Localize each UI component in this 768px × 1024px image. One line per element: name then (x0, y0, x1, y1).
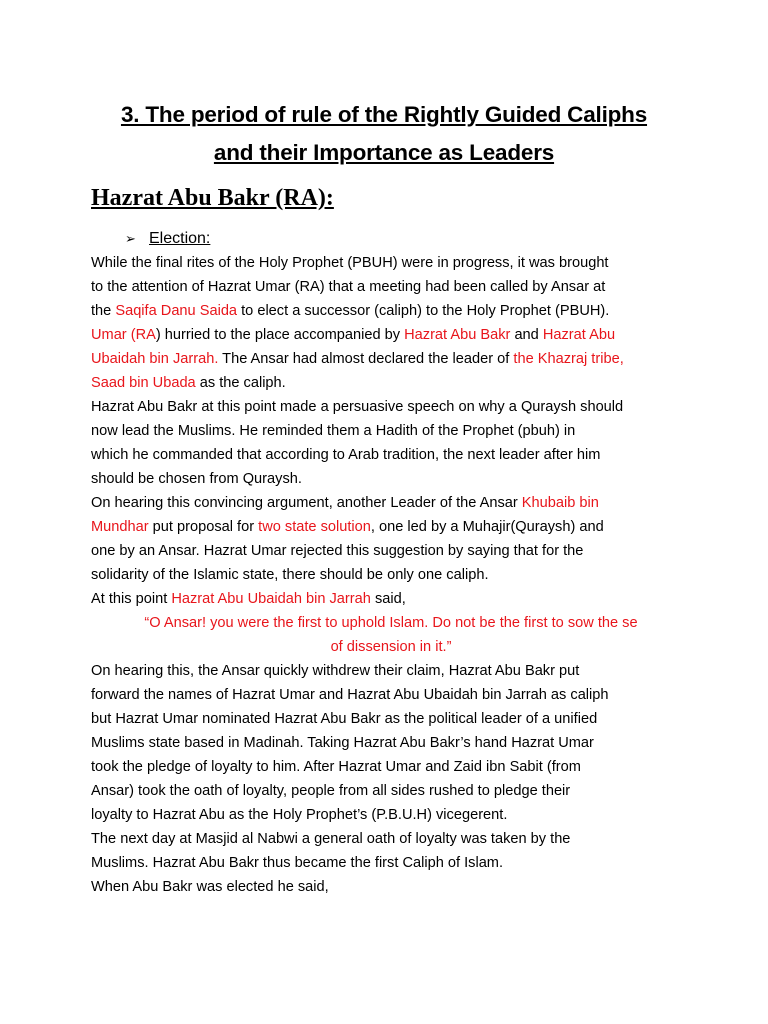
text-line (91, 467, 691, 491)
text-line (91, 827, 691, 851)
highlighted-text: two state solution (258, 519, 371, 535)
text-segment: The next day at Masjid al Nabwi a general oath of loyalty was taken by the (91, 831, 571, 847)
text-line (91, 323, 691, 347)
text-segment: but Hazrat Umar nominated Hazrat Abu Bakr as the political leader of a unified (91, 711, 598, 727)
text-line (91, 347, 691, 371)
text-line (91, 539, 691, 563)
text-line (91, 443, 691, 467)
bullet-label: Election: (149, 230, 211, 247)
section-heading: Hazrat Abu Bakr (RA): (91, 185, 334, 211)
text-line (91, 779, 691, 803)
text-line (91, 251, 691, 275)
text-segment: took the pledge of loyalty to him. After Hazrat Umar and Zaid ibn Sabit (from (91, 759, 581, 775)
text-line (91, 371, 691, 395)
text-line (91, 563, 691, 587)
text-segment: as the caliph. (195, 375, 286, 391)
highlighted-text: Ubaidah bin Jarrah. (91, 351, 219, 367)
text-line (91, 851, 691, 875)
text-segment: now lead the Muslims. He reminded them a Hadith of the Prophet (pbuh) in (91, 423, 576, 439)
text-segment: one by an Ansar. Hazrat Umar rejected this suggestion by saying that for the (91, 543, 584, 559)
text-line (91, 299, 691, 323)
text-segment: On hearing this, the Ansar quickly withdrew their claim, Hazrat Abu Bakr put (91, 663, 580, 679)
text-segment: the (91, 303, 116, 319)
text-segment: said, (370, 591, 406, 607)
highlighted-text: Saqifa Danu Saida (115, 303, 238, 319)
title-line-2: and their Importance as Leaders (213, 140, 555, 165)
page-title (0, 96, 768, 172)
text-line (91, 491, 691, 515)
text-segment: Hazrat Abu Bakr at this point made a persuasive speech on why a Quraysh should (91, 399, 624, 415)
highlighted-text: “O Ansar! you were the first to uphold Islam. Do not be the first to sow the se (144, 615, 638, 631)
text-line (91, 587, 691, 611)
title-line-1: 3. The period of rule of the Rightly Guided Caliphs (120, 102, 648, 127)
text-segment: forward the names of Hazrat Umar and Hazrat Abu Ubaidah bin Jarrah as caliph (91, 687, 609, 703)
highlighted-text: Hazrat Abu Bakr (404, 327, 511, 343)
text-line (91, 659, 691, 683)
highlighted-text: of dissension in it.” (330, 639, 452, 655)
text-line (91, 755, 691, 779)
text-line (91, 731, 691, 755)
text-line (91, 875, 691, 899)
text-line (91, 803, 691, 827)
text-line (91, 683, 691, 707)
text-segment: When Abu Bakr was elected he said, (91, 879, 329, 895)
text-line (91, 611, 691, 635)
highlighted-text: Hazrat Abu (542, 327, 616, 343)
text-line (91, 707, 691, 731)
body-text (91, 251, 691, 899)
text-segment: to the attention of Hazrat Umar (RA) that a meeting had been called by Ansar at (91, 279, 606, 295)
text-segment: should be chosen from Quraysh. (91, 471, 302, 487)
text-line (91, 419, 691, 443)
text-segment: The Ansar had almost declared the leader of (218, 351, 514, 367)
arrow-bullet-icon: ➢ (125, 231, 136, 246)
text-line (91, 275, 691, 299)
text-segment: loyalty to Hazrat Abu as the Holy Prophet’s (P.B.U.H) vicegerent. (91, 807, 508, 823)
text-segment: to elect a successor (caliph) to the Holy Prophet (PBUH). (237, 303, 610, 319)
highlighted-text: the Khazraj tribe, (513, 351, 624, 367)
text-segment: On hearing this convincing argument, another Leader of the Ansar (91, 495, 522, 511)
text-segment: which he commanded that according to Arab tradition, the next leader after him (91, 447, 601, 463)
highlighted-text: Khubaib bin (521, 495, 599, 511)
text-segment: At this point (91, 591, 172, 607)
text-segment: solidarity of the Islamic state, there should be only one caliph. (91, 567, 489, 583)
text-segment: Muslims state based in Madinah. Taking Hazrat Abu Bakr’s hand Hazrat Umar (91, 735, 594, 751)
text-segment: While the final rites of the Holy Prophet (PBUH) were in progress, it was brought (91, 255, 609, 271)
text-segment: and (510, 327, 543, 343)
text-segment: Muslims. Hazrat Abu Bakr thus became the first Caliph of Islam. (91, 855, 504, 871)
text-segment: put proposal for (148, 519, 259, 535)
bullet-item-election (125, 227, 210, 251)
text-line (91, 635, 691, 659)
text-segment: , one led by a Muhajir(Quraysh) and (370, 519, 604, 535)
highlighted-text: Hazrat Abu Ubaidah bin Jarrah (171, 591, 371, 607)
text-line (91, 395, 691, 419)
text-line (91, 515, 691, 539)
highlighted-text: Umar (RA (91, 327, 156, 343)
highlighted-text: Saad bin Ubada (91, 375, 196, 391)
text-segment: ) hurried to the place accompanied by (155, 327, 405, 343)
highlighted-text: Mundhar (91, 519, 149, 535)
text-segment: Ansar) took the oath of loyalty, people from all sides rushed to pledge their (91, 783, 571, 799)
